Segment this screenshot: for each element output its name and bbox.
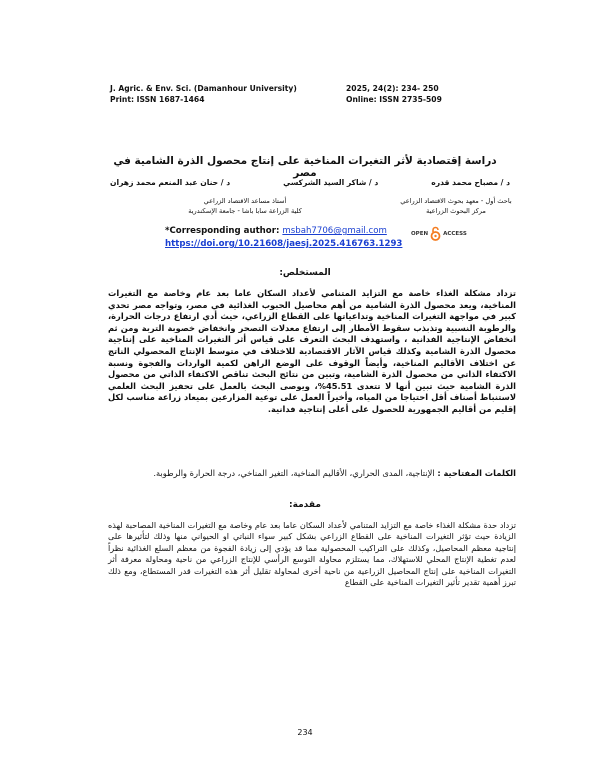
open-access-badge — [411, 226, 467, 241]
author-2: د / شاكر السيد الشركسي — [283, 178, 379, 187]
keywords-text: الإنتاجية، المدى الحراري، الأقاليم المناخية، التغير المناخي، درجة الحرارة والرطوبة. — [153, 468, 435, 478]
author-1: د / مصباح محمد قدره — [431, 178, 510, 187]
abstract-body: تزداد مشكلة الغذاء خاصة مع التزايد المتنامي لأعداد السكان عاما بعد عام وخاصة مع التغيرات المناخية، ويعد محصول الذرة الشامية من أهم محاصيل الحبوب الغذائية في مصر، وتواجه مصر تحدي كبير في مواجهة التغيرات المناخية وتداعياتها على القطاع الزراعي، حيث أدي ارتفاع درجات الحرارة، والرطوبة النسبية وتذبذب سقوط الأمطار إلى ارتفاع معدلات التصحر وانخفاض خصوبة التربة ومن ثم انخفاض الإنتاجية الفدانية ، واستهدف البحث التعرف على قياس أثر التغيرات المناخية على إنتاجية محصول الذرة الشامية وكذلك قياس الآثار الاقتصادية للاختلاف في متوسط الإنتاج المحصولي الناتج عن اختلاف الأقاليم المناخية، وأيضاً الوقوف على الوضع الراهن لكمية الواردات والفجوة ونسبة الاكتفاء الذاتي من محصول الذرة الشامية، وتبين من نتائج البحث تناقص الاكتفاء الذاتي من محصول الذرة الشامية حيث تبين أنها لا تتعدى 45.51%، ويوصى البحث بالعمل على تحفيز البحث العلمي لاستنباط أصناف أقل احتياجا من المياه، وأخيراً العمل على توعية المزارعين بميعاد زراعة مناسب لكل إقليم من أقاليم الجمهورية للحصول على أعلى إنتاجية فدانية. — [108, 288, 516, 414]
citation: 2025, 24(2): 234- 250 — [346, 84, 439, 93]
open-access-top-label: OPEN — [411, 230, 429, 237]
page-number: 234 — [297, 728, 313, 737]
author-list — [110, 178, 510, 187]
open-access-bottom-label: ACCESS — [443, 230, 467, 237]
author-3: د / حنان عبد المنعم محمد زهران — [110, 178, 231, 187]
corresponding-email-link[interactable]: msbah7706@gmail.com — [282, 226, 387, 236]
paper-title: دراسة إقتصادية لأثر التغيرات المناخية على إنتاج محصول الذرة الشامية في مصر — [113, 155, 497, 179]
keywords — [108, 468, 516, 480]
affiliation-line: باحث أول - معهد بحوث الاقتصاد الزراعي — [400, 197, 512, 205]
corresponding-label: *Corresponding author: — [165, 226, 280, 236]
introduction-heading: مقدمة: — [289, 500, 321, 510]
journal-header-left — [110, 83, 330, 105]
open-access-lock-icon — [430, 226, 441, 241]
doi-link[interactable]: https://doi.org/10.21608/jaesj.2025.416763.1293 — [165, 239, 403, 249]
abstract-heading: المستخلص: — [279, 268, 331, 278]
online-issn: Online: ISSN 2735-509 — [346, 95, 442, 104]
affiliation-second — [170, 196, 320, 216]
journal-name: J. Agric. & Env. Sci. (Damanhour University) — [110, 84, 297, 93]
affiliation-line: مركز البحوث الزراعية — [426, 207, 486, 215]
affiliation-line: أستاذ مساعد الاقتصاد الزراعي — [203, 197, 287, 205]
introduction-body: تزداد حدة مشكلة الغذاء خاصة مع التزايد المتنامي لأعداد السكان عاما بعد عام وخاصة مع التغيرات المناخية المصاحبة لهذه الزيادة حيث تؤثر التغيرات المناخية على القطاع الزراعي بشكل كبير سواء النباتي او الحيواني منها وذلك لتأثيرها على إنتاجية معظم المحاصيل، وكذلك على التراكيب المحصولية مما قد يؤدي إلى زيادة الفجوة من معظم السلع الغذائية نظراً لعدم تغطية الإنتاج المحلي للاستهلاك، مما يستلزم محاولة التوسع الرأسي للإنتاج الزراعي من ناحية ومحاولة معرفة أثر التغيرات المناخية على إنتاج المحاصيل الزراعية من ناحية أخرى لمحاولة تقليل أثر هذه التغيرات قدر المستطاع، ومع ذلك تبرز أهمية تقدير تأثير التغيرات المناخية على القطاع — [108, 520, 516, 588]
affiliation-first — [396, 196, 516, 216]
affiliation-line: كلية الزراعة سابا باشا - جامعة الإسكندرية — [188, 207, 302, 215]
keywords-label: الكلمات المفتاحية : — [437, 468, 516, 478]
correspondence — [165, 225, 402, 251]
print-issn: Print: ISSN 1687-1464 — [110, 95, 205, 104]
journal-header-right — [346, 83, 506, 105]
